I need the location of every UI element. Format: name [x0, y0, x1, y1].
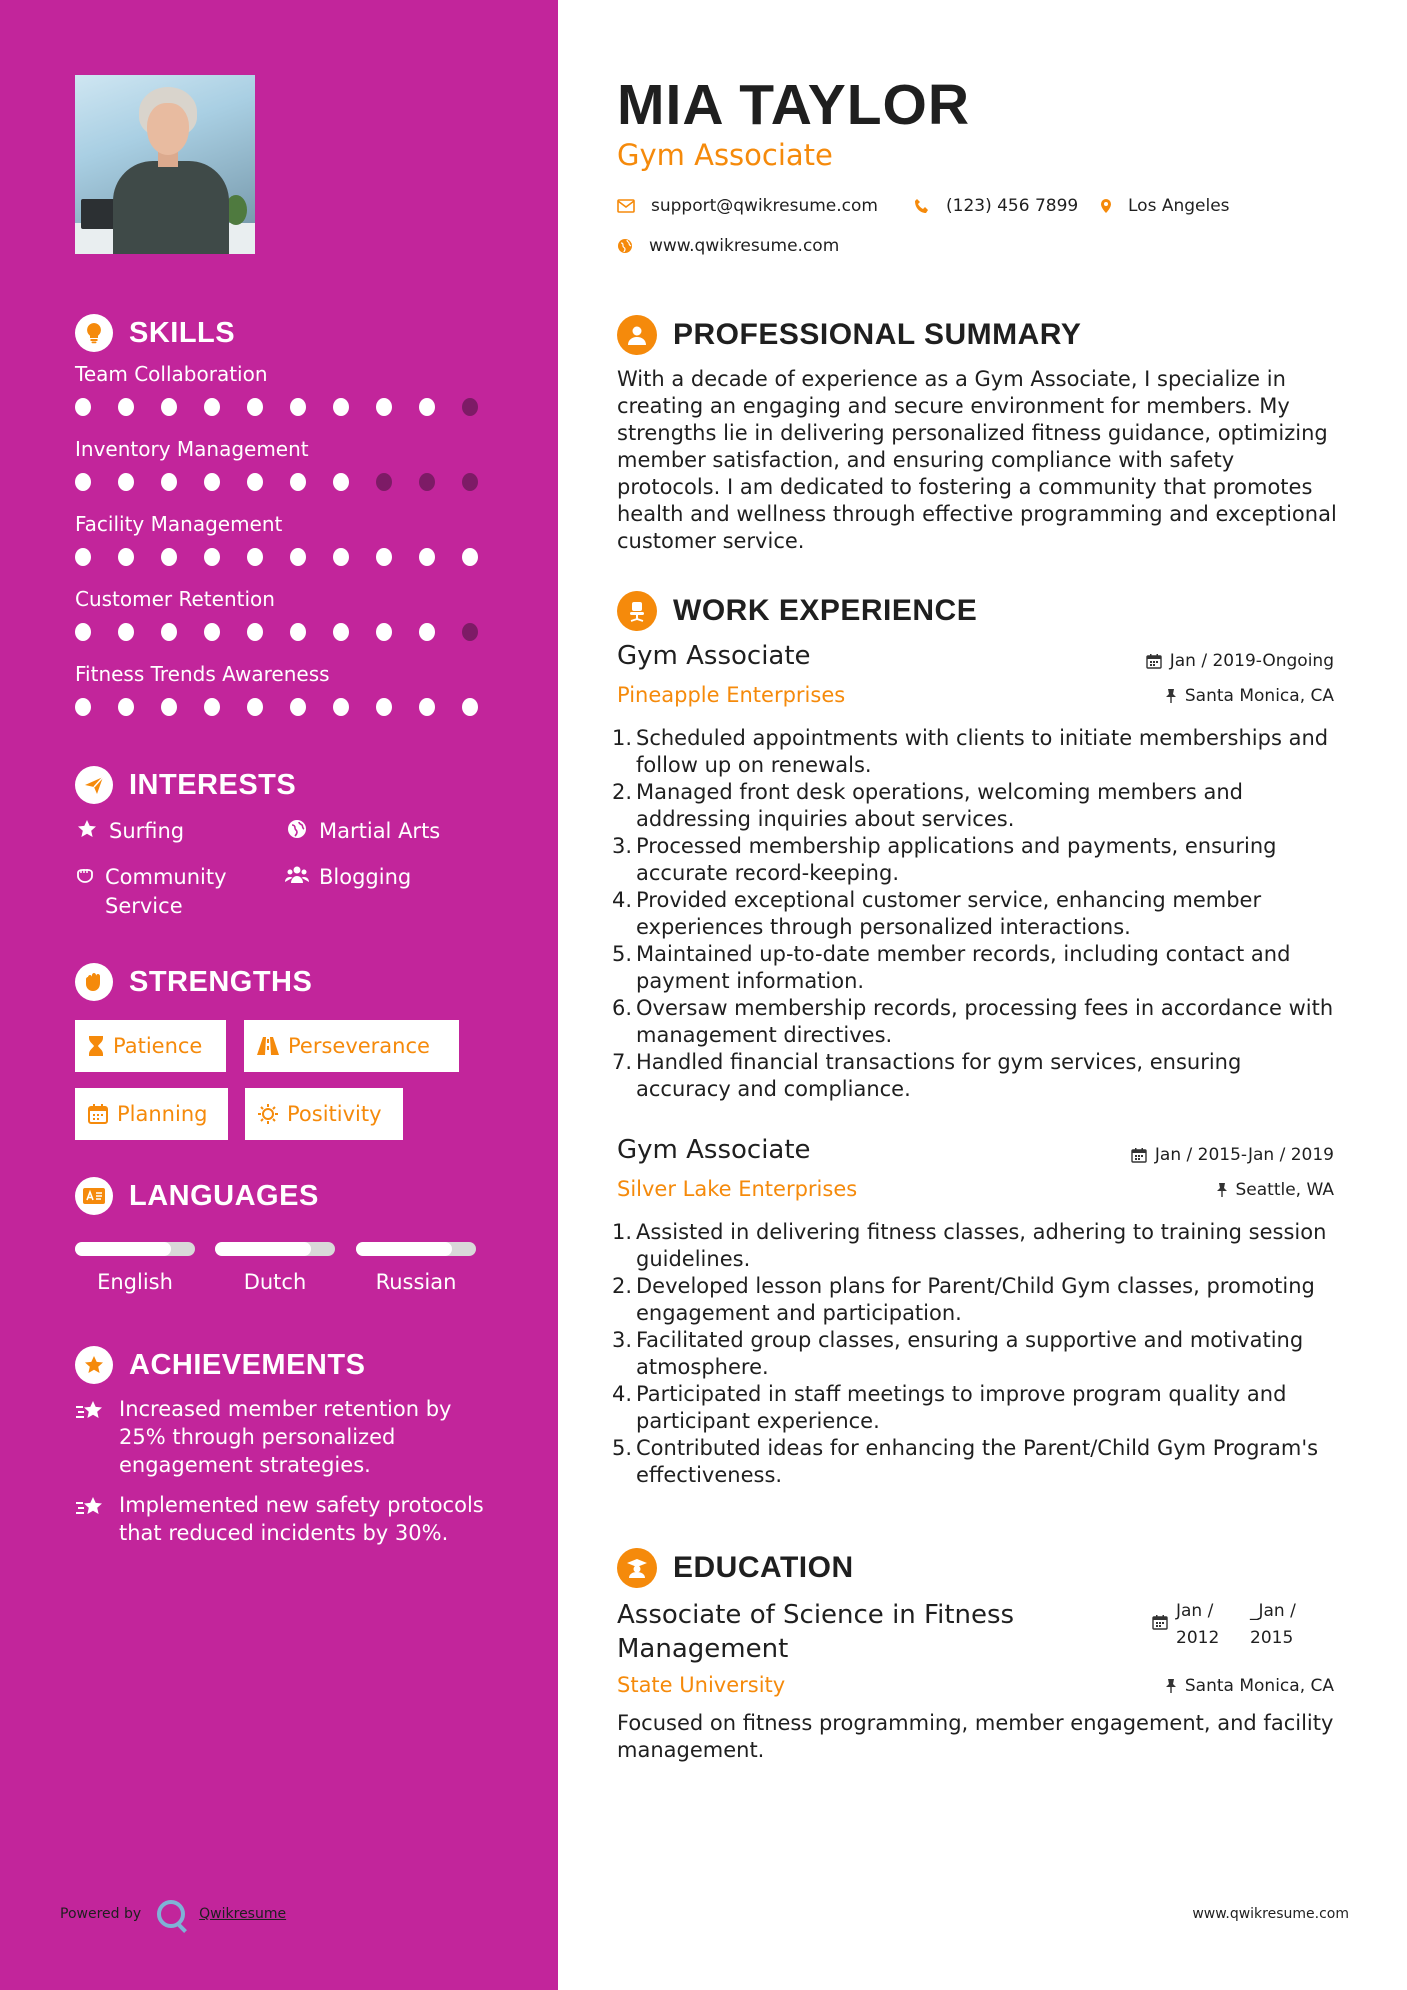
rating-dot-filled [333, 398, 349, 416]
language-level-bar [215, 1242, 335, 1256]
contact-phone [914, 196, 1078, 216]
job-duties [610, 725, 1340, 1103]
interests-heading: INTERESTS [75, 766, 296, 804]
rating-dot-empty [462, 398, 478, 416]
qwikresume-link[interactable]: Qwikresume [199, 1906, 287, 1922]
job-duty-item: 5. Contributed ideas for enhancing the Parent/Child Gym Program's effectiveness. [611, 1436, 1319, 1487]
strengths-heading: STRENGTHS [75, 963, 312, 1001]
rating-dot-filled [161, 473, 177, 491]
hourglass-icon [87, 1035, 105, 1057]
company-name: Silver Lake Enterprises [617, 1177, 858, 1201]
calendar-icon [1152, 1612, 1168, 1639]
office-chair-icon [617, 591, 657, 631]
rating-dot-filled [247, 548, 263, 566]
rating-dot-filled [118, 398, 134, 416]
globe-icon [285, 817, 309, 839]
rating-dot-empty [462, 473, 478, 491]
summary-text: With a decade of experience as a Gym Associate, I specialize in creating an engaging and secure environment for members. My strengths lie in delivering personalized fitness guidance, optimizing member satisfaction, and ensuring compliance with safety protocols. I am dedicated to fostering a community that promotes health and wellness through effective programming and exceptional customer service. [617, 367, 1337, 553]
lightbulb-icon [75, 314, 113, 352]
job-duty-item: 3. Facilitated group classes, ensuring a supportive and motivating atmosphere. [611, 1328, 1304, 1379]
job-duty-item: 5. Maintained up-to-date member records, including contact and payment information. [611, 942, 1291, 993]
strength-badge: Planning [75, 1088, 228, 1140]
degree-title: Associate of Science in Fitness Management [617, 1600, 1015, 1664]
achievement-item: Increased member retention by 25% through personalized engagement strategies. [75, 1395, 495, 1479]
company-name: Pineapple Enterprises [617, 683, 846, 707]
experience-heading: WORK EXPERIENCE [617, 591, 977, 631]
rating-dot-filled [290, 398, 306, 416]
rating-dot-filled [75, 698, 91, 716]
shooting-star-icon [75, 1491, 107, 1525]
paper-plane-icon [75, 766, 113, 804]
sidebar [0, 0, 558, 1990]
phone-link[interactable]: (123) 456 7899 [946, 196, 1079, 216]
candidate-role: Gym Associate [617, 138, 833, 172]
interest-item: Martial Arts [285, 817, 440, 846]
rating-dot-filled [376, 548, 392, 566]
rating-dot-filled [118, 623, 134, 641]
rating-dot-filled [204, 698, 220, 716]
rating-dot-filled [161, 623, 177, 641]
rating-dot-filled [376, 398, 392, 416]
language-level-bar [75, 1242, 195, 1256]
job-dates: Jan / 2019-Ongoing [1146, 651, 1334, 671]
globe-icon [617, 238, 633, 254]
contact-website [617, 236, 839, 256]
strength-badge: Positivity [245, 1088, 403, 1140]
calendar-icon [1131, 1147, 1147, 1163]
language-name: English [97, 1270, 173, 1294]
rating-dot-filled [333, 698, 349, 716]
calendar-icon [87, 1103, 109, 1125]
users-icon [285, 863, 309, 885]
strength-badge: Patience [75, 1020, 226, 1072]
job-title: Gym Associate [617, 1135, 811, 1165]
job-duties [610, 1219, 1340, 1489]
pushpin-icon [1165, 688, 1177, 704]
rating-dot-filled [247, 473, 263, 491]
rating-dot-filled [333, 548, 349, 566]
profile-photo [75, 75, 255, 254]
rating-dot-filled [204, 473, 220, 491]
rating-dot-filled [462, 698, 478, 716]
achievements-heading: ACHIEVEMENTS [75, 1346, 365, 1384]
school-name: State University [617, 1673, 786, 1697]
rating-dot-filled [75, 398, 91, 416]
footer-website[interactable]: www.qwikresume.com [1192, 1906, 1349, 1922]
education-dates: Jan / 2012 _Jan / 2015 [1152, 1598, 1310, 1652]
rating-dot-filled [462, 548, 478, 566]
job-duty-item: 1. Scheduled appointments with clients to initiate memberships and follow up on renewals. [611, 726, 1329, 777]
job-duty-item: 1. Assisted in delivering fitness classes, adhering to training session guidelines. [611, 1220, 1327, 1271]
rating-dot-filled [118, 473, 134, 491]
job-duty-item: 6. Oversaw membership records, processing fees in accordance with management directives. [611, 996, 1334, 1047]
language-level-bar [356, 1242, 476, 1256]
job-dates: Jan / 2015-Jan / 2019 [1131, 1145, 1334, 1165]
job-location: Santa Monica, CA [1165, 686, 1334, 706]
education-heading: EDUCATION [617, 1548, 854, 1588]
qwikresume-logo-icon [157, 1900, 185, 1928]
rating-dot-filled [290, 698, 306, 716]
job-location: Seattle, WA [1216, 1180, 1335, 1200]
contact-email [617, 196, 878, 216]
rating-dot-filled [118, 698, 134, 716]
pushpin-icon [1216, 1182, 1228, 1198]
graduate-icon [617, 1548, 657, 1588]
rating-dot-empty [462, 623, 478, 641]
email-link[interactable]: support@qwikresume.com [651, 196, 878, 216]
calendar-icon [1146, 653, 1162, 669]
rating-dot-filled [204, 623, 220, 641]
job-duty-item: 4. Provided exceptional customer service, enhancing member experiences through personalized interactions. [611, 888, 1262, 939]
candidate-name: MIA TAYLOR [617, 73, 971, 137]
hand-icon [75, 863, 95, 885]
rating-dot-filled [204, 398, 220, 416]
road-icon [256, 1036, 280, 1056]
rating-dot-filled [75, 623, 91, 641]
rating-dot-filled [376, 623, 392, 641]
rating-dot-filled [161, 398, 177, 416]
rating-dot-filled [290, 623, 306, 641]
rating-dot-filled [333, 473, 349, 491]
language-name: Russian [375, 1270, 457, 1294]
achievement-item: Implemented new safety protocols that reduced incidents by 30%. [75, 1491, 495, 1547]
strength-badge: Perseverance [244, 1020, 459, 1072]
rating-dot-filled [75, 548, 91, 566]
job-duty-item: 7. Handled financial transactions for gym services, ensuring accuracy and compliance. [611, 1050, 1242, 1101]
star-badge-icon [75, 1346, 113, 1384]
rating-dot-filled [161, 548, 177, 566]
job-title: Gym Associate [617, 641, 811, 671]
language-name: Dutch [243, 1270, 307, 1294]
rating-dot-empty [376, 473, 392, 491]
summary-heading: PROFESSIONAL SUMMARY [617, 315, 1081, 355]
rating-dot-filled [376, 698, 392, 716]
skill-item: Facility Management [75, 512, 505, 568]
skill-item: Customer Retention [75, 587, 505, 643]
envelope-icon [617, 199, 635, 213]
rating-dot-filled [290, 473, 306, 491]
rating-dot-filled [419, 548, 435, 566]
rating-dot-filled [247, 698, 263, 716]
interest-item: Community Service [75, 863, 275, 921]
job-duty-item: 2. Developed lesson plans for Parent/Child Gym classes, promoting engagement and participation. [611, 1274, 1315, 1325]
skill-rating [75, 473, 505, 493]
shooting-star-icon [75, 1395, 107, 1429]
map-pin-icon [1100, 198, 1112, 214]
rating-dot-filled [419, 623, 435, 641]
rating-dot-filled [161, 698, 177, 716]
contact-location: Los Angeles [1100, 196, 1230, 216]
skill-rating [75, 398, 505, 418]
user-icon [617, 315, 657, 355]
phone-icon [914, 198, 930, 214]
skill-item: Fitness Trends Awareness [75, 662, 505, 718]
pushpin-icon [1165, 1678, 1177, 1694]
job-duty-item: 3. Processed membership applications and payments, ensuring accurate record-keeping. [611, 834, 1277, 885]
sun-icon [257, 1103, 279, 1125]
education-description: Focused on fitness programming, member engagement, and facility management. [617, 1711, 1334, 1762]
languages-heading: LANGUAGES [75, 1177, 319, 1215]
rating-dot-filled [419, 398, 435, 416]
job-duty-item: 2. Managed front desk operations, welcoming members and addressing inquiries about services. [611, 780, 1243, 831]
skill-rating [75, 548, 505, 568]
rating-dot-filled [419, 698, 435, 716]
powered-by: Powered by Qwikresume [60, 1900, 286, 1928]
website-link[interactable]: www.qwikresume.com [649, 236, 840, 256]
rating-dot-filled [290, 548, 306, 566]
rating-dot-empty [419, 473, 435, 491]
skill-rating [75, 623, 505, 643]
skill-rating [75, 698, 505, 718]
education-location: Santa Monica, CA [1165, 1676, 1334, 1696]
rating-dot-filled [118, 548, 134, 566]
rating-dot-filled [333, 623, 349, 641]
rating-dot-filled [247, 398, 263, 416]
language-card-icon [75, 1177, 113, 1215]
job-duty-item: 4. Participated in staff meetings to improve program quality and participant experience. [611, 1382, 1287, 1433]
star-icon [75, 817, 99, 839]
rating-dot-filled [247, 623, 263, 641]
interest-item: Blogging [285, 863, 411, 892]
rating-dot-filled [75, 473, 91, 491]
skill-item: Inventory Management [75, 437, 505, 493]
interest-item: Surfing [75, 817, 184, 846]
skills-heading: SKILLS [75, 314, 235, 352]
fist-icon [75, 963, 113, 1001]
skill-item: Team Collaboration [75, 362, 505, 418]
rating-dot-filled [204, 548, 220, 566]
